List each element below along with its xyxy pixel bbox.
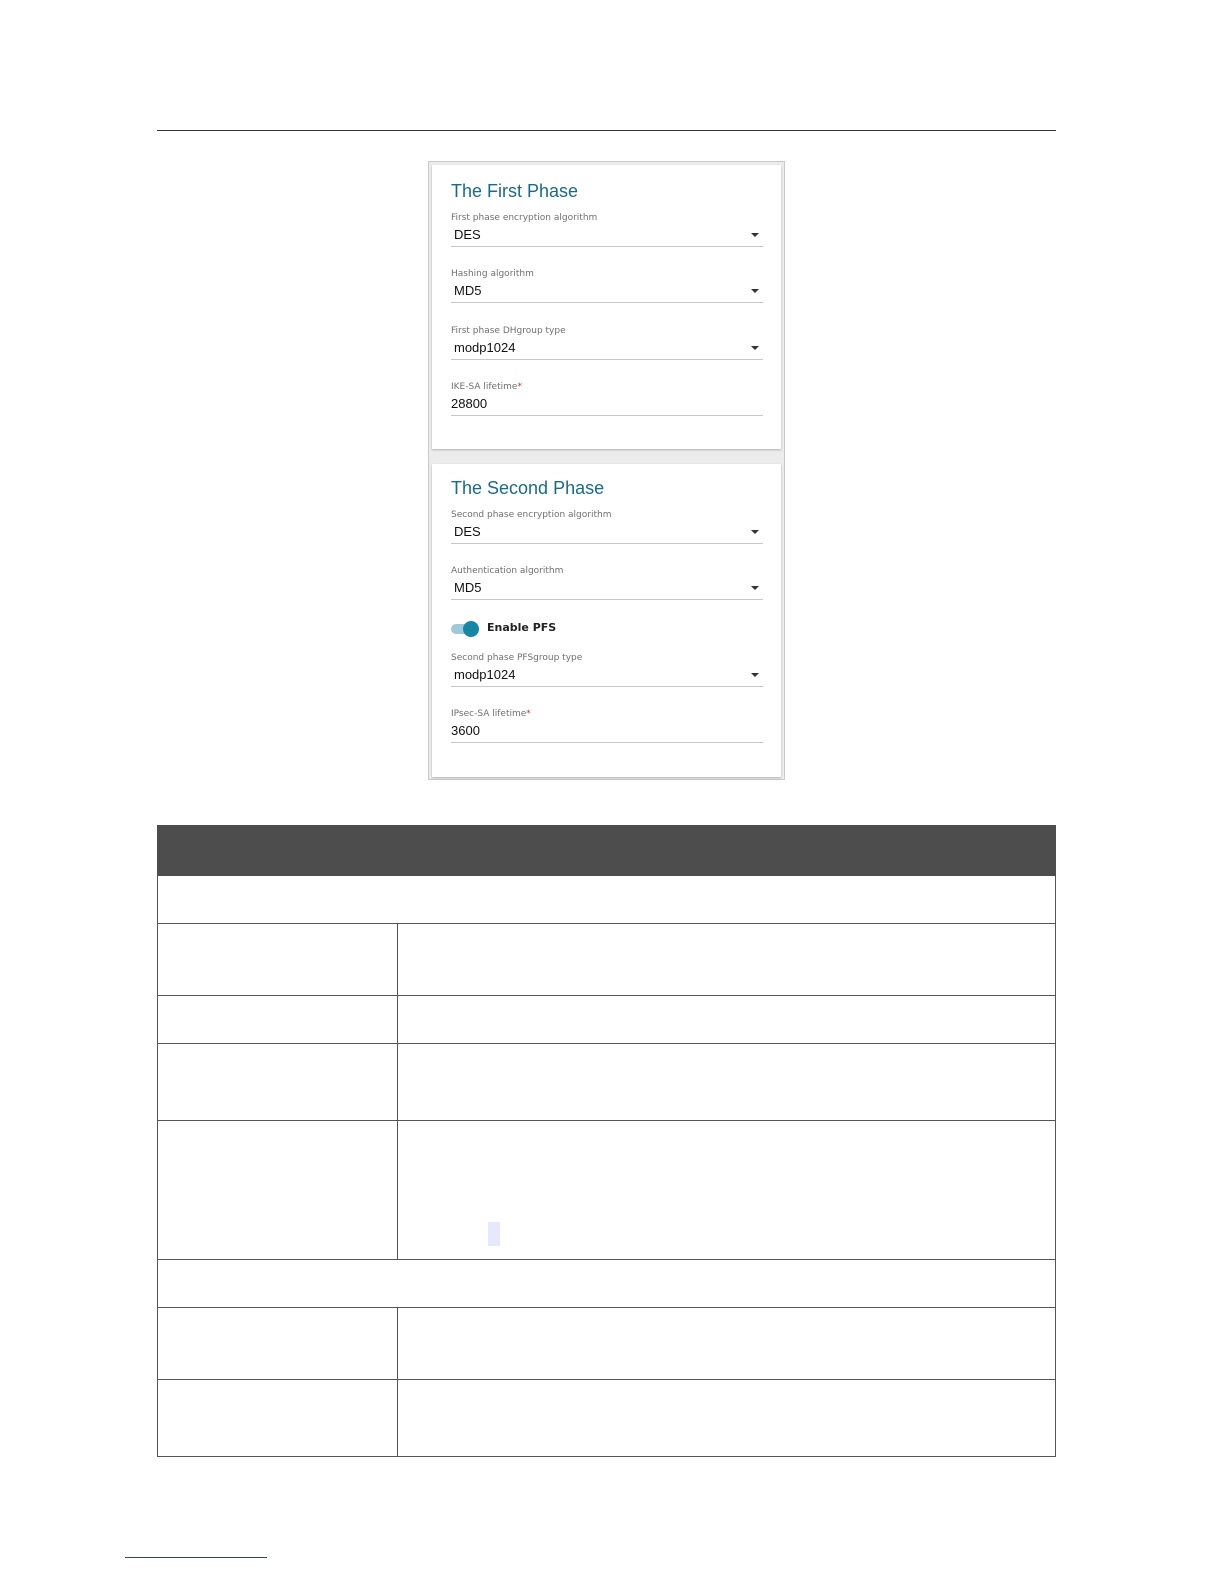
table-section-row bbox=[158, 1260, 1056, 1308]
enable-pfs-label: Enable PFS bbox=[487, 621, 557, 634]
table-cell bbox=[398, 1380, 1056, 1457]
hashing-algorithm-field[interactable] bbox=[451, 268, 763, 303]
select-value: modp1024 bbox=[454, 340, 516, 355]
second-phase-encryption-select[interactable] bbox=[451, 521, 763, 544]
field-label: Hashing algorithm bbox=[451, 269, 534, 279]
table-cell bbox=[398, 996, 1056, 1044]
select-value: DES bbox=[454, 227, 481, 242]
select-value: MD5 bbox=[454, 580, 482, 595]
chevron-down-icon[interactable] bbox=[751, 346, 759, 350]
pfsgroup-type-select[interactable] bbox=[451, 664, 763, 687]
table-row bbox=[158, 924, 1056, 996]
table-cell bbox=[398, 924, 1056, 996]
field-label: First phase DHgroup type bbox=[451, 326, 566, 336]
table-cell bbox=[158, 996, 398, 1044]
table-section-cell bbox=[158, 1260, 1056, 1308]
ipsec-sa-lifetime-input[interactable] bbox=[451, 720, 763, 743]
table-section-cell bbox=[158, 876, 1056, 924]
required-mark: * bbox=[517, 382, 522, 392]
authentication-algorithm-select[interactable] bbox=[451, 577, 763, 600]
first-phase-card bbox=[432, 165, 781, 449]
authentication-algorithm-field[interactable] bbox=[451, 565, 763, 600]
table-cell bbox=[158, 1380, 398, 1457]
table-row bbox=[158, 1121, 1056, 1260]
field-label: IPsec-SA lifetime* bbox=[451, 709, 531, 719]
table-cell bbox=[398, 1044, 1056, 1121]
enable-pfs-toggle[interactable] bbox=[451, 620, 651, 638]
dhgroup-type-select[interactable] bbox=[451, 337, 763, 360]
first-phase-encryption-select[interactable] bbox=[451, 224, 763, 247]
second-phase-title: The Second Phase bbox=[451, 478, 605, 498]
required-mark: * bbox=[526, 709, 531, 719]
table-cell bbox=[158, 1308, 398, 1380]
second-phase-encryption-field[interactable] bbox=[451, 509, 763, 544]
first-phase-title: The First Phase bbox=[451, 181, 579, 201]
chevron-down-icon[interactable] bbox=[751, 289, 759, 293]
chevron-down-icon[interactable] bbox=[751, 673, 759, 677]
chevron-down-icon[interactable] bbox=[751, 233, 759, 237]
table-header-row bbox=[158, 826, 1056, 876]
select-value: MD5 bbox=[454, 283, 482, 298]
input-value: 3600 bbox=[451, 723, 480, 738]
table-cell bbox=[398, 1308, 1056, 1380]
ipsec-sa-lifetime-field[interactable] bbox=[451, 708, 763, 743]
table-row bbox=[158, 996, 1056, 1044]
pfsgroup-type-field[interactable] bbox=[451, 652, 763, 687]
select-value: DES bbox=[454, 524, 481, 539]
table-row bbox=[158, 1044, 1056, 1121]
table-cell bbox=[158, 924, 398, 996]
hashing-algorithm-select[interactable] bbox=[451, 280, 763, 303]
input-value: 28800 bbox=[451, 396, 488, 411]
field-label: Second phase PFSgroup type bbox=[451, 653, 583, 663]
header-rule bbox=[157, 130, 1056, 131]
field-label: First phase encryption algorithm bbox=[451, 213, 598, 223]
second-phase-card bbox=[432, 464, 781, 777]
field-label: Second phase encryption algorithm bbox=[451, 510, 612, 520]
first-phase-encryption-field[interactable] bbox=[451, 212, 763, 247]
field-label: IKE-SA lifetime* bbox=[451, 382, 522, 392]
table-row bbox=[158, 1380, 1056, 1457]
parameters-table bbox=[157, 825, 1056, 1457]
text-selection-highlight bbox=[488, 1222, 500, 1246]
toggle-knob[interactable] bbox=[463, 621, 479, 637]
table-cell bbox=[158, 1121, 398, 1260]
table-section-row bbox=[158, 876, 1056, 924]
field-label: Authentication algorithm bbox=[451, 566, 564, 576]
table-header bbox=[158, 826, 1056, 876]
ike-sa-lifetime-field[interactable] bbox=[451, 381, 763, 416]
ipsec-settings-screenshot bbox=[428, 161, 785, 780]
chevron-down-icon[interactable] bbox=[751, 530, 759, 534]
table-row bbox=[158, 1308, 1056, 1380]
select-value: modp1024 bbox=[454, 667, 516, 682]
ike-sa-lifetime-input[interactable] bbox=[451, 393, 763, 416]
footer-link-underline[interactable] bbox=[125, 1557, 267, 1558]
dhgroup-type-field[interactable] bbox=[451, 325, 763, 360]
table-cell bbox=[158, 1044, 398, 1121]
chevron-down-icon[interactable] bbox=[751, 586, 759, 590]
